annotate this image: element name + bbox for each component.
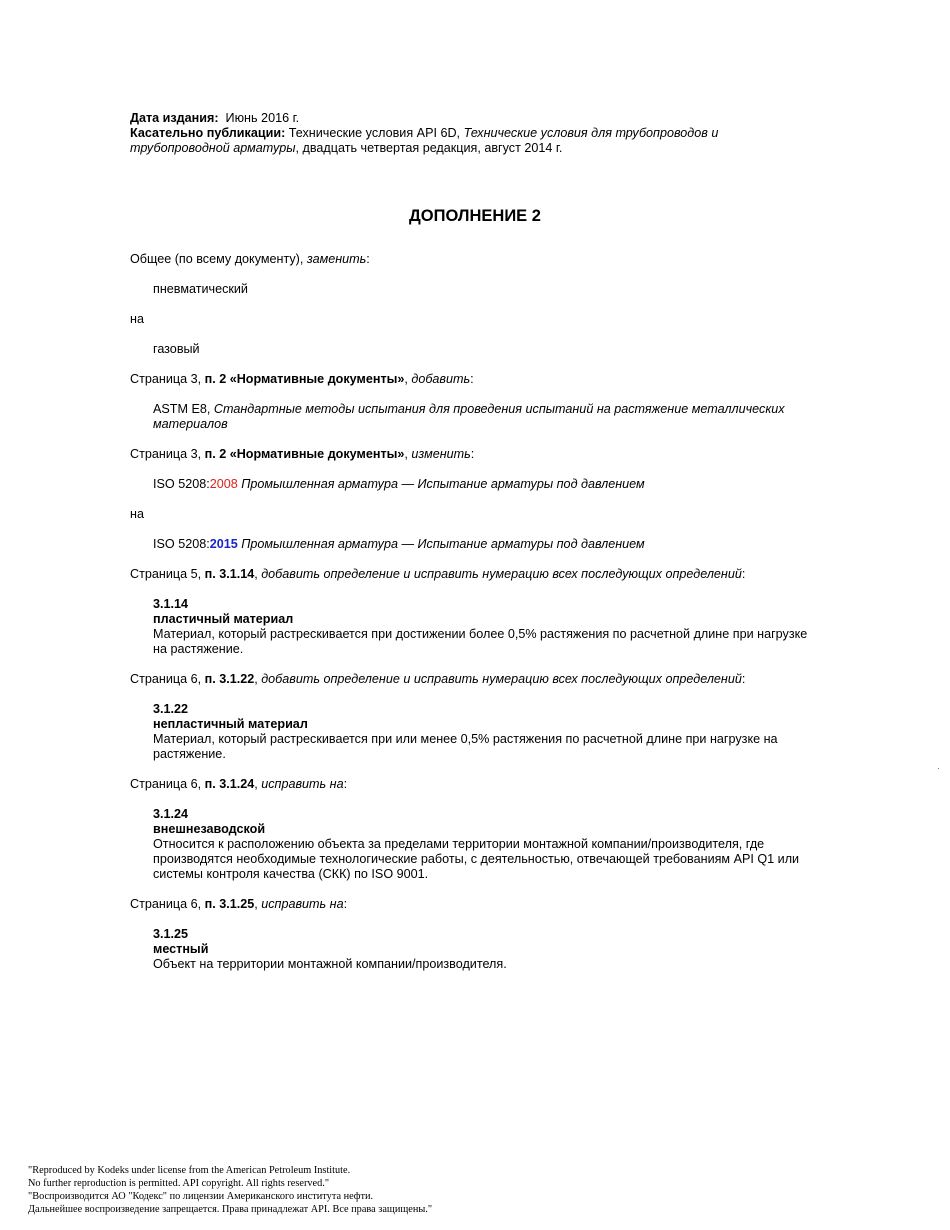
colon: : xyxy=(343,777,348,791)
document-body xyxy=(130,111,820,972)
old-year: 2008 xyxy=(209,477,238,491)
definition-text: Материал, который растрескивается при или менее 0,5% растяжения по расчетной длине при нагрузке на растяжение. xyxy=(153,732,778,761)
add-reference-instruction xyxy=(130,372,820,387)
clause-3114-instruction xyxy=(130,567,820,582)
action-text: добавить определение и исправить нумерацию всех последующих определений xyxy=(261,672,742,686)
page-ref: Страница 5, xyxy=(130,567,202,581)
comma: , xyxy=(404,447,408,461)
publication-line xyxy=(130,126,820,156)
publication-title: Технические условия для трубопроводов и трубопроводной арматуры xyxy=(130,126,719,155)
reference-prefix: ISO 5208: xyxy=(153,537,210,551)
colon: : xyxy=(470,372,474,386)
comma: , xyxy=(254,777,258,791)
replacement-word: газовый xyxy=(153,342,200,356)
page-ref: Страница 6, xyxy=(130,777,202,791)
new-year: 2015 xyxy=(209,537,238,551)
clause-ref: п. 3.1.25 xyxy=(204,897,255,911)
conjunction-na: на xyxy=(130,507,144,521)
old-reference xyxy=(130,477,820,492)
definition-term: внешнезаводской xyxy=(153,822,266,836)
colon: : xyxy=(343,897,348,911)
modify-reference-instruction xyxy=(130,447,820,462)
reference-title: Стандартные методы испытания для проведения испытаний на растяжение металлических материалов xyxy=(153,402,785,431)
copyright-line: No further reproduction is permitted. API copyright. All rights reserved." xyxy=(28,1178,330,1189)
replaced-word: пневматический xyxy=(153,282,248,296)
action-text: добавить xyxy=(411,372,471,386)
colon: : xyxy=(366,252,370,266)
definition-number: 3.1.14 xyxy=(153,597,189,611)
definition-text: Материал, который растрескивается при достижении более 0,5% растяжения по расчетной длине при нагрузке на растяжение. xyxy=(153,627,808,656)
publication-edition: , двадцать четвертая редакция, август 2014 г. xyxy=(295,141,563,155)
colon: : xyxy=(741,672,746,686)
definition-text: Объект на территории монтажной компании/производителя. xyxy=(153,957,507,971)
copyright-line: Дальнейшее воспроизведение запрещается. Права принадлежат API. Все права защищены." xyxy=(28,1204,433,1215)
definition-text: Относится к расположению объекта за пределами территории монтажной компании/производителя, где производятся необходимые технологические работы, с деятельностью, отвечающей требованиям API Q1 или системы контроля качества (СКК) по ISO 9001. xyxy=(153,837,800,881)
colon: : xyxy=(741,567,746,581)
definition-term: местный xyxy=(153,942,209,956)
definition-term: пластичный материал xyxy=(153,612,294,626)
definition-number: 3.1.24 xyxy=(153,807,189,821)
action-text: исправить на xyxy=(261,897,344,911)
reference-title: Промышленная арматура — Испытание арматуры под давлением xyxy=(241,537,645,551)
colon: : xyxy=(470,447,475,461)
page-ref: Страница 3, xyxy=(130,447,202,461)
comma: , xyxy=(404,372,408,386)
clause-ref: п. 2 «Нормативные документы» xyxy=(204,447,405,461)
copyright-line: "Воспроизводится АО "Кодекс" по лицензии Американского института нефти. xyxy=(28,1191,374,1202)
added-reference xyxy=(130,402,820,432)
comma: , xyxy=(254,897,258,911)
reference-code: ASTM E8, xyxy=(153,402,211,416)
clause-3124-instruction xyxy=(130,777,820,792)
comma: , xyxy=(254,672,258,686)
document-title: ДОПОЛНЕНИЕ 2 xyxy=(409,207,541,225)
clause-3122-instruction xyxy=(130,672,820,687)
definition-number: 3.1.22 xyxy=(153,702,189,716)
definition-3122 xyxy=(130,702,820,762)
action-text: исправить на xyxy=(261,777,344,791)
definition-3124 xyxy=(130,807,820,882)
definition-3125 xyxy=(130,927,820,972)
general-change-scope: Общее (по всему документу), xyxy=(130,252,304,266)
reference-title: Промышленная арматура — Испытание арматуры под давлением xyxy=(241,477,645,491)
action-text: изменить xyxy=(411,447,471,461)
action-text: добавить определение и исправить нумерацию всех последующих определений xyxy=(261,567,742,581)
clause-ref: п. 3.1.24 xyxy=(204,777,255,791)
definition-3114 xyxy=(130,597,820,657)
copyright-notice xyxy=(28,1164,432,1216)
page-ref: Страница 6, xyxy=(130,672,202,686)
clause-ref: п. 3.1.14 xyxy=(204,567,255,581)
new-reference xyxy=(130,537,820,552)
conjunction-na: на xyxy=(130,312,144,326)
issue-date-value: Июнь 2016 г. xyxy=(225,111,300,125)
comma: , xyxy=(254,567,258,581)
clause-ref: п. 2 «Нормативные документы» xyxy=(204,372,405,386)
reference-prefix: ISO 5208: xyxy=(153,477,210,491)
general-change-action: заменить xyxy=(306,252,367,266)
margin-dot xyxy=(938,768,939,769)
publication-label: Касательно публикации: xyxy=(130,126,286,140)
definition-term: непластичный материал xyxy=(153,717,308,731)
page-ref: Страница 3, xyxy=(130,372,202,386)
copyright-line: "Reproduced by Kodeks under license from the American Petroleum Institute. xyxy=(28,1165,351,1176)
clause-ref: п. 3.1.22 xyxy=(204,672,255,686)
issue-date-label: Дата издания: xyxy=(130,111,219,125)
general-change-instruction xyxy=(130,252,820,267)
definition-number: 3.1.25 xyxy=(153,927,189,941)
page-ref: Страница 6, xyxy=(130,897,202,911)
issue-date-line xyxy=(130,111,820,126)
clause-3125-instruction xyxy=(130,897,820,912)
publication-standard: Технические условия API 6D, xyxy=(288,126,461,140)
